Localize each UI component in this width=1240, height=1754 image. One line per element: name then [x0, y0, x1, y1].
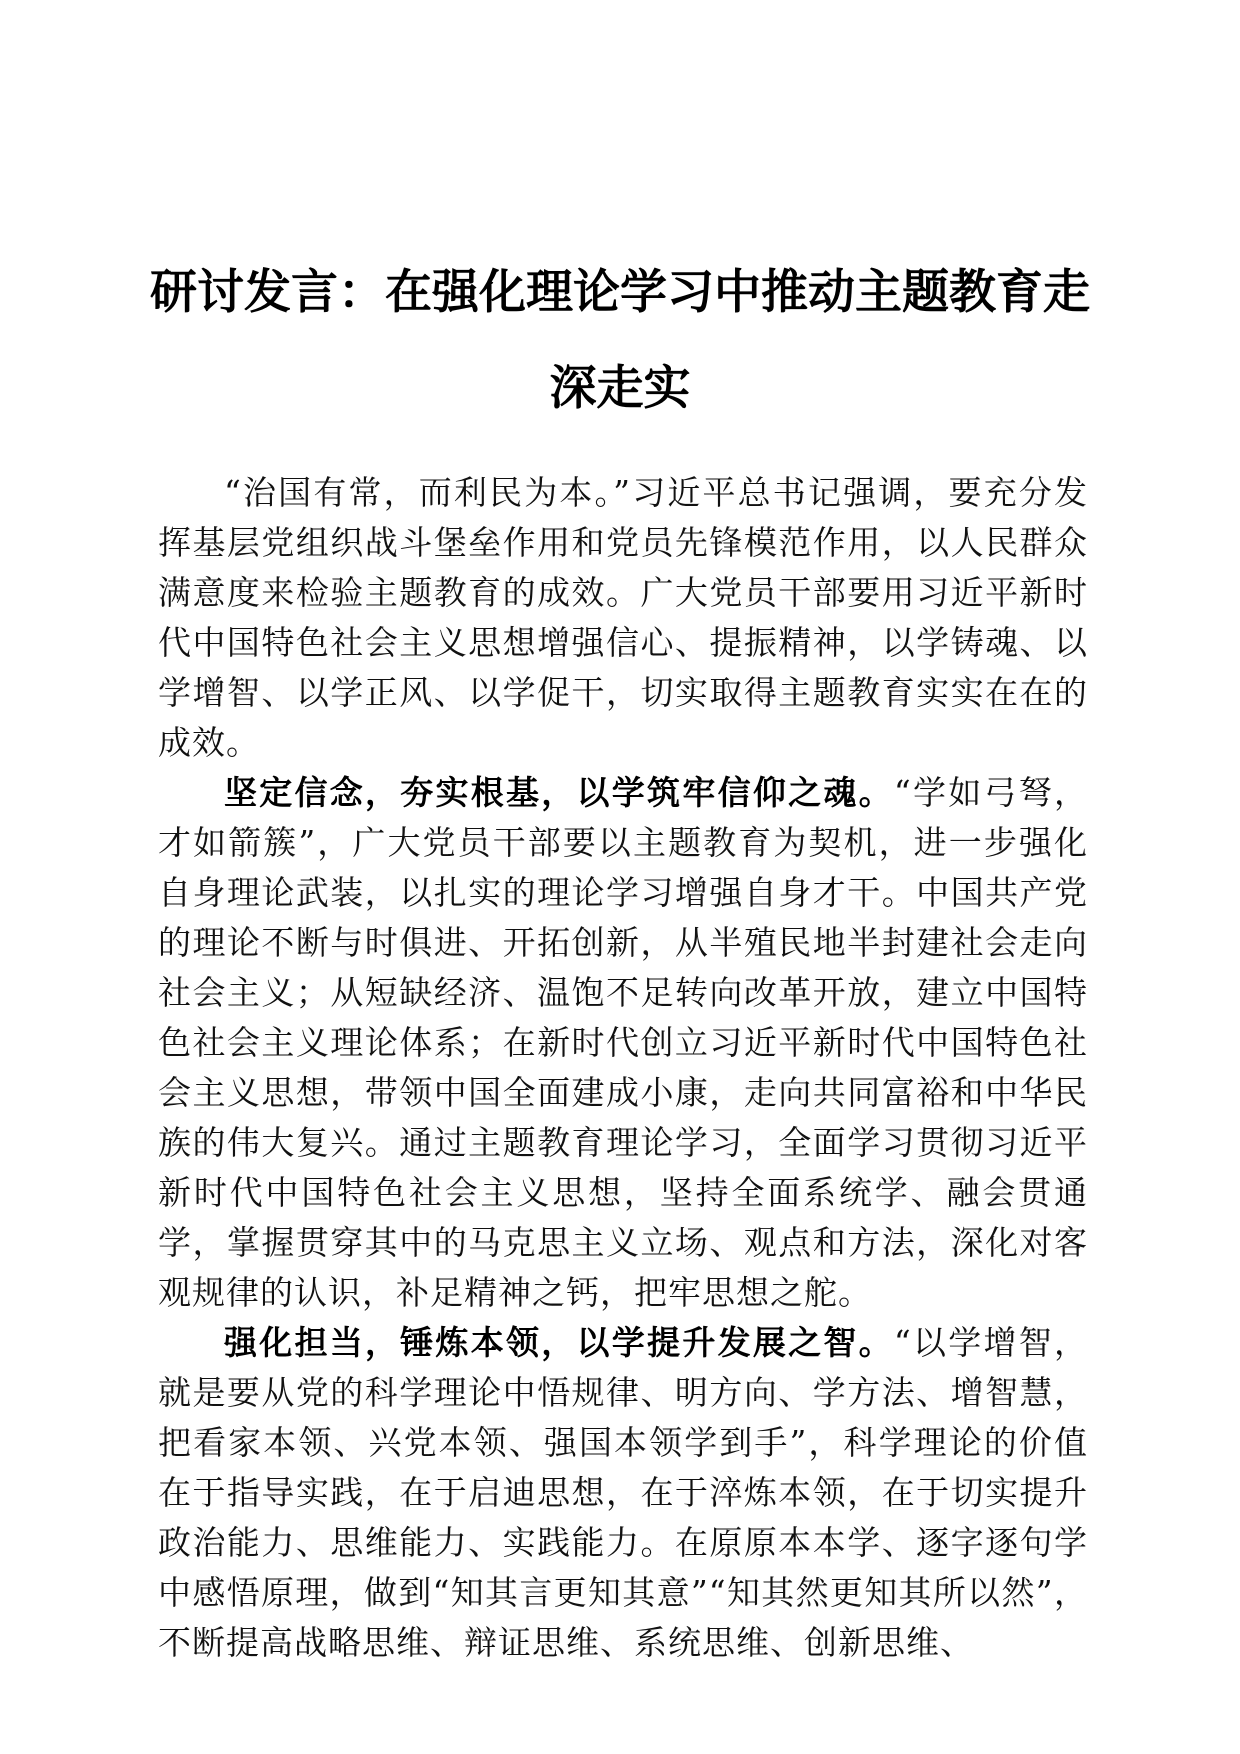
document-body	[158, 468, 1088, 1668]
paragraph-capability	[158, 1318, 1088, 1668]
paragraph-lead: 坚定信念，夯实根基，以学筑牢信仰之魂。	[224, 773, 894, 812]
paragraph-intro	[158, 468, 1088, 768]
paragraph-text: “学如弓弩，才如箭簇”，广大党员干部要以主题教育为契机，进一步强化自身理论武装，以扎实的理论学习增强自身才干。中国共产党的理论不断与时俱进、开拓创新，从半殖民地半封建社会走向社会主义；从短缺经济、温饱不足转向改革开放，建立中国特色社会主义理论体系；在新时代创立习近平新时代中国特色社会主义思想，带领中国全面建成小康，走向共同富裕和中华民族的伟大复兴。通过主题教育理论学习，全面学习贯彻习近平新时代中国特色社会主义思想，坚持全面系统学、融会贯通学，掌握贯穿其中的马克思主义立场、观点和方法，深化对客观规律的认识，补足精神之钙，把牢思想之舵。	[158, 773, 1089, 1312]
paragraph-text: “治国有常，而利民为本。”习近平总书记强调，要充分发挥基层党组织战斗堡垒作用和党员先锋模范作用，以人民群众满意度来检验主题教育的成效。广大党员干部要用习近平新时代中国特色社会主义思想增强信心、提振精神，以学铸魂、以学增智、以学正风、以学促干，切实取得主题教育实实在在的成效。	[158, 473, 1088, 762]
paragraph-text: “以学增智，就是要从党的科学理论中悟规律、明方向、学方法、增智慧，把看家本领、兴党本领、强国本领学到手”，科学理论的价值在于指导实践，在于启迪思想，在于淬炼本领，在于切实提升政治能力、思维能力、实践能力。在原原本本学、逐字逐句学中感悟原理，做到“知其言更知其意”“知其然更知其所以然”，不断提高战略思维、辩证思维、系统思维、创新思维、	[158, 1323, 1089, 1662]
paragraph-lead: 强化担当，锤炼本领，以学提升发展之智。	[224, 1323, 894, 1362]
document-title: 研讨发言：在强化理论学习中推动主题教育走深走实	[150, 265, 1090, 416]
paragraph-belief	[158, 768, 1088, 1318]
